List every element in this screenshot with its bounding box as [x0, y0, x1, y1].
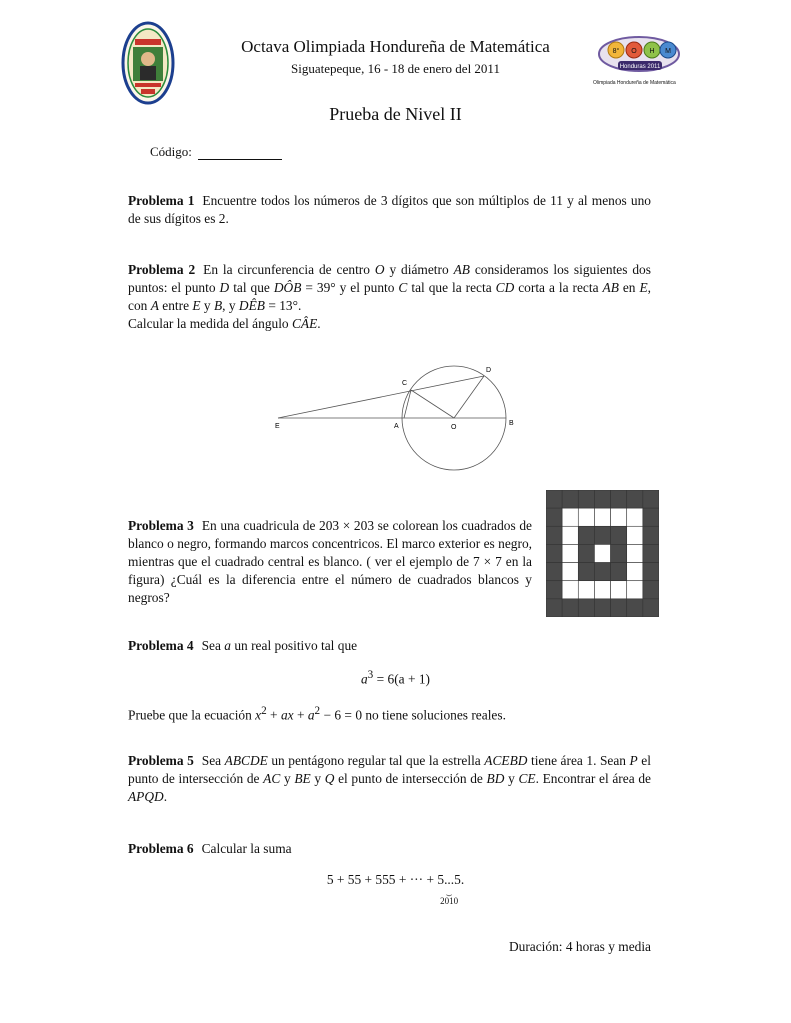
grid-cell	[643, 563, 659, 581]
grid-cell	[611, 581, 627, 599]
problem-6: Problema 6 Calcular la suma	[128, 841, 292, 856]
grid-cell	[546, 599, 562, 617]
code-label: Código:	[150, 144, 192, 159]
grid-cell	[643, 599, 659, 617]
problem-3-text: En una cuadricula de 203 × 203 se colorean los cuadrados de blanco o negro, formando marcos concentricos. El marco exterior es negro, mientras que el cuadrado central es blanco. ( ver el ejemplo de 7 × 7 en la figura) ¿Cuál es la diferencia entre el número de cuadrados blancos y negros?	[128, 518, 532, 605]
grid-cell	[643, 581, 659, 599]
grid-cell	[627, 490, 643, 508]
grid-cell	[546, 490, 562, 508]
logo-letter-4: M	[665, 48, 671, 55]
grid-cell	[594, 526, 610, 544]
point-E: E	[275, 423, 280, 430]
header-title: Octava Olimpiada Hondureña de Matemática	[241, 37, 550, 56]
grid-cell	[578, 544, 594, 562]
grid-cell	[627, 508, 643, 526]
grid-cell	[643, 490, 659, 508]
point-O: O	[451, 424, 457, 431]
concentric-grid-figure	[546, 490, 659, 617]
grid-cell	[578, 526, 594, 544]
logo-caption: Olimpiada Hondureña de Matemática	[593, 80, 676, 86]
point-A: A	[394, 423, 399, 430]
logo-letter-2: O	[631, 48, 637, 55]
grid-cell	[562, 581, 578, 599]
problem-4-label: Problema 4	[128, 638, 194, 653]
grid-cell	[611, 544, 627, 562]
grid-cell	[578, 563, 594, 581]
grid-cell	[627, 563, 643, 581]
grid-cell	[594, 599, 610, 617]
grid-cell	[546, 526, 562, 544]
problem-2-label: Problema 2	[128, 262, 196, 277]
grid-cell	[627, 599, 643, 617]
point-D: D	[486, 367, 492, 374]
grid-cell	[643, 526, 659, 544]
problem-1	[128, 192, 651, 228]
grid-cell	[594, 563, 610, 581]
point-B: B	[509, 420, 514, 427]
code-field	[150, 144, 282, 160]
problem-6-sum: 5 + 55 + 555 + ··· + 5...5 ⏟ 2010 .	[326, 872, 465, 906]
grid-cell	[611, 526, 627, 544]
exam-title: Prueba de Nivel II	[329, 104, 462, 124]
problem-4-conclusion: Pruebe que la ecuación $x^2$ + ax + $a^2 - 6 = 0$ no tiene soluciones reales.	[128, 705, 506, 723]
problem-5: Problema 5 Sea ABCDE un pentágono regular tal que la estrella ACEBD tiene área 1. Sean P el punto de intersección de AC y BE y Q el punto de intersección de BD y CE. Encontrar el área de APQD.	[128, 753, 651, 804]
logo-badge-text: Honduras 2011	[619, 64, 661, 70]
problem-2: Problema 2 En la circunferencia de centro O y diámetro AB consideramos los siguientes dos puntos: el punto D tal que DÔB = 39° y el punto C tal que la recta CD corta a la recta AB en E, con A entre E y B, y DÊB = 13°. Calcular la medida del ángulo CÂE.	[128, 262, 652, 331]
grid-cell	[611, 508, 627, 526]
problem-1-text: Encuentre todos los números de 3 dígitos que son múltiplos de 11 y al menos uno de sus dígitos es 2.	[128, 193, 651, 226]
grid-cell	[594, 581, 610, 599]
problem-6-label: Problema 6	[128, 841, 194, 856]
problem-3-label: Problema 3	[128, 518, 194, 533]
duration: Duración: 4 horas y media	[508, 939, 651, 954]
code-blank	[198, 147, 282, 160]
grid-cell	[594, 508, 610, 526]
header-subtitle: Siguatepeque, 16 - 18 de enero del 2011	[291, 61, 500, 76]
problem-4: Problema 4 Sea a un real positivo tal que	[128, 638, 358, 653]
grid-cell	[562, 599, 578, 617]
problem-4-equation: $a^3 = 6(a + 1)$	[360, 669, 431, 687]
problem-1-label: Problema 1	[128, 193, 195, 208]
grid-cell	[562, 526, 578, 544]
grid-cell	[594, 544, 610, 562]
grid-cell	[627, 544, 643, 562]
grid-cell	[627, 526, 643, 544]
grid-cell	[562, 544, 578, 562]
grid-cell	[611, 490, 627, 508]
grid-cell	[578, 508, 594, 526]
grid-cell	[562, 508, 578, 526]
grid-cell	[546, 581, 562, 599]
grid-cell	[546, 563, 562, 581]
problem-3	[128, 517, 532, 607]
grid-cell	[578, 581, 594, 599]
grid-cell	[578, 490, 594, 508]
grid-cell	[611, 599, 627, 617]
ohm-logo	[596, 35, 684, 77]
grid-cell	[643, 508, 659, 526]
grid-cell	[578, 599, 594, 617]
grid-cell	[627, 581, 643, 599]
logo-letter-1: 8°	[612, 48, 620, 55]
grid-cell	[562, 490, 578, 508]
grid-cell	[594, 490, 610, 508]
grid-cell	[546, 544, 562, 562]
grid-cell	[546, 508, 562, 526]
point-C: C	[402, 380, 408, 387]
grid-cell	[611, 563, 627, 581]
problem-5-label: Problema 5	[128, 753, 194, 768]
grid-cell	[643, 544, 659, 562]
logo-letter-3: H	[649, 48, 655, 55]
circle-diagram	[270, 362, 530, 472]
grid-cell	[562, 563, 578, 581]
